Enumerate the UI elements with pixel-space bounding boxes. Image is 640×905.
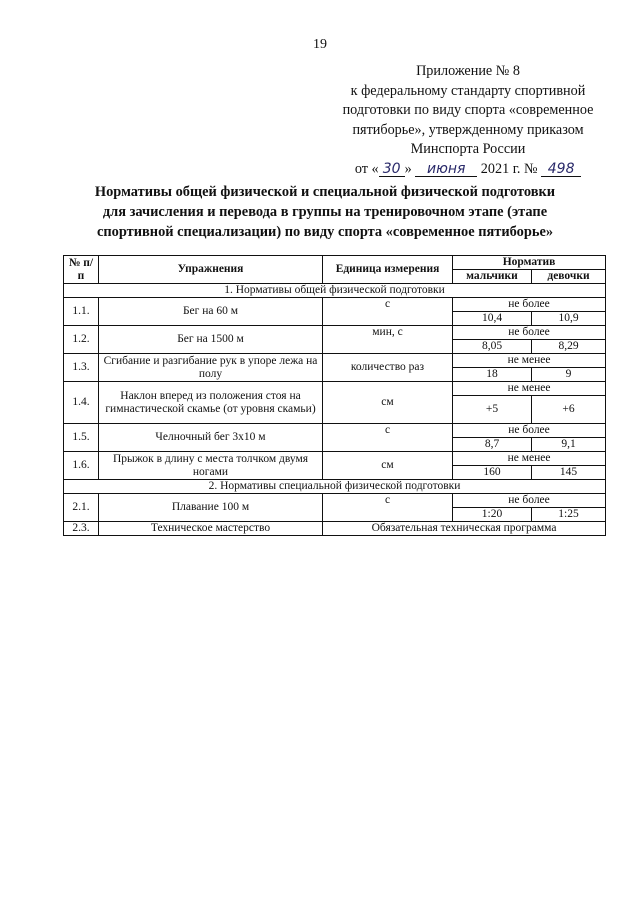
header-num: № п/п — [64, 256, 99, 284]
row-condition: не менее — [453, 452, 606, 466]
appendix-line: пятиборье», утвержденному приказом — [352, 121, 584, 138]
order-number: 498 — [541, 162, 581, 177]
table-header-row — [64, 256, 606, 270]
section-row — [64, 284, 606, 298]
row-unit: количество раз — [323, 354, 453, 382]
row-unit: с — [323, 494, 453, 522]
table-row — [64, 494, 606, 508]
header-unit: Единица измерения — [323, 256, 453, 284]
table-row — [64, 424, 606, 438]
row-boys: 8,7 — [453, 438, 532, 452]
row-exercise: Челночный бег 3х10 м — [99, 424, 323, 452]
row-condition: не менее — [453, 382, 606, 396]
row-num: 1.5. — [64, 424, 99, 452]
table-row — [64, 522, 606, 536]
row-girls: 9 — [532, 368, 606, 382]
table-row — [64, 326, 606, 340]
order-line — [318, 160, 618, 180]
title-line: Нормативы общей физической и специальной физической подготовки — [94, 184, 556, 200]
row-num: 1.6. — [64, 452, 99, 480]
row-num: 1.1. — [64, 298, 99, 326]
title-line: спортивной специализации) по виду спорта «современное пятиборье» — [96, 224, 554, 240]
row-unit: мин, с — [323, 326, 453, 354]
row-exercise: Плавание 100 м — [99, 494, 323, 522]
row-boys: 160 — [453, 466, 532, 480]
header-boys: мальчики — [453, 270, 532, 284]
header-exercise: Упражнения — [99, 256, 323, 284]
header-norm: Норматив — [453, 256, 606, 270]
section-row — [64, 480, 606, 494]
appendix-line: подготовки по виду спорта «современное — [342, 102, 594, 118]
document-title — [40, 182, 610, 242]
title-line: для зачисления и перевода в группы на тренировочном этапе (этапе — [102, 204, 548, 220]
row-girls: 8,29 — [532, 340, 606, 354]
row-unit: с — [323, 424, 453, 452]
table-row — [64, 452, 606, 466]
section-title: 1. Нормативы общей физической подготовки — [64, 284, 606, 298]
row-exercise: Техническое мастерство — [99, 522, 323, 536]
order-month: июня — [415, 162, 477, 177]
row-exercise: Наклон вперед из положения стоя на гимнастической скамье (от уровня скамьи) — [99, 382, 323, 424]
row-girls: 145 — [532, 466, 606, 480]
row-girls: +6 — [532, 396, 606, 424]
table-row — [64, 354, 606, 368]
row-num: 1.3. — [64, 354, 99, 382]
row-boys: 8,05 — [453, 340, 532, 354]
appendix-line: Минспорта России — [410, 141, 526, 157]
order-day: 30 — [379, 162, 405, 177]
order-prefix: от « — [354, 160, 379, 177]
section-title: 2. Нормативы специальной физической подготовки — [64, 480, 606, 494]
table-row — [64, 298, 606, 312]
row-num: 1.4. — [64, 382, 99, 424]
row-num: 2.1. — [64, 494, 99, 522]
row-unit: см — [323, 452, 453, 480]
row-unit: см — [323, 382, 453, 424]
header-girls: девочки — [532, 270, 606, 284]
appendix-header — [318, 62, 618, 179]
appendix-line: к федеральному стандарту спортивной — [350, 82, 586, 99]
row-boys: 18 — [453, 368, 532, 382]
row-num: 1.2. — [64, 326, 99, 354]
row-girls: 1:25 — [532, 508, 606, 522]
row-num: 2.3. — [64, 522, 99, 536]
appendix-title: Приложение № 8 — [416, 63, 520, 79]
row-boys: 1:20 — [453, 508, 532, 522]
row-condition: не более — [453, 326, 606, 340]
page-number: 19 — [313, 37, 327, 52]
row-exercise: Прыжок в длину с места толчком двумя ногами — [99, 452, 323, 480]
row-condition: не менее — [453, 354, 606, 368]
row-unit: с — [323, 298, 453, 326]
order-year: 2021 г. № — [480, 160, 538, 177]
order-mid: » — [404, 160, 412, 177]
row-exercise: Сгибание и разгибание рук в упоре лежа на полу — [99, 354, 323, 382]
row-condition: не более — [453, 494, 606, 508]
row-boys: +5 — [453, 396, 532, 424]
norms-table — [63, 255, 606, 536]
row-condition: не более — [453, 298, 606, 312]
row-girls: 10,9 — [532, 312, 606, 326]
table-row — [64, 382, 606, 396]
row-exercise: Бег на 60 м — [99, 298, 323, 326]
row-exercise: Бег на 1500 м — [99, 326, 323, 354]
row-condition: не более — [453, 424, 606, 438]
row-girls: 9,1 — [532, 438, 606, 452]
row-norm-text: Обязательная техническая программа — [323, 522, 606, 536]
row-boys: 10,4 — [453, 312, 532, 326]
